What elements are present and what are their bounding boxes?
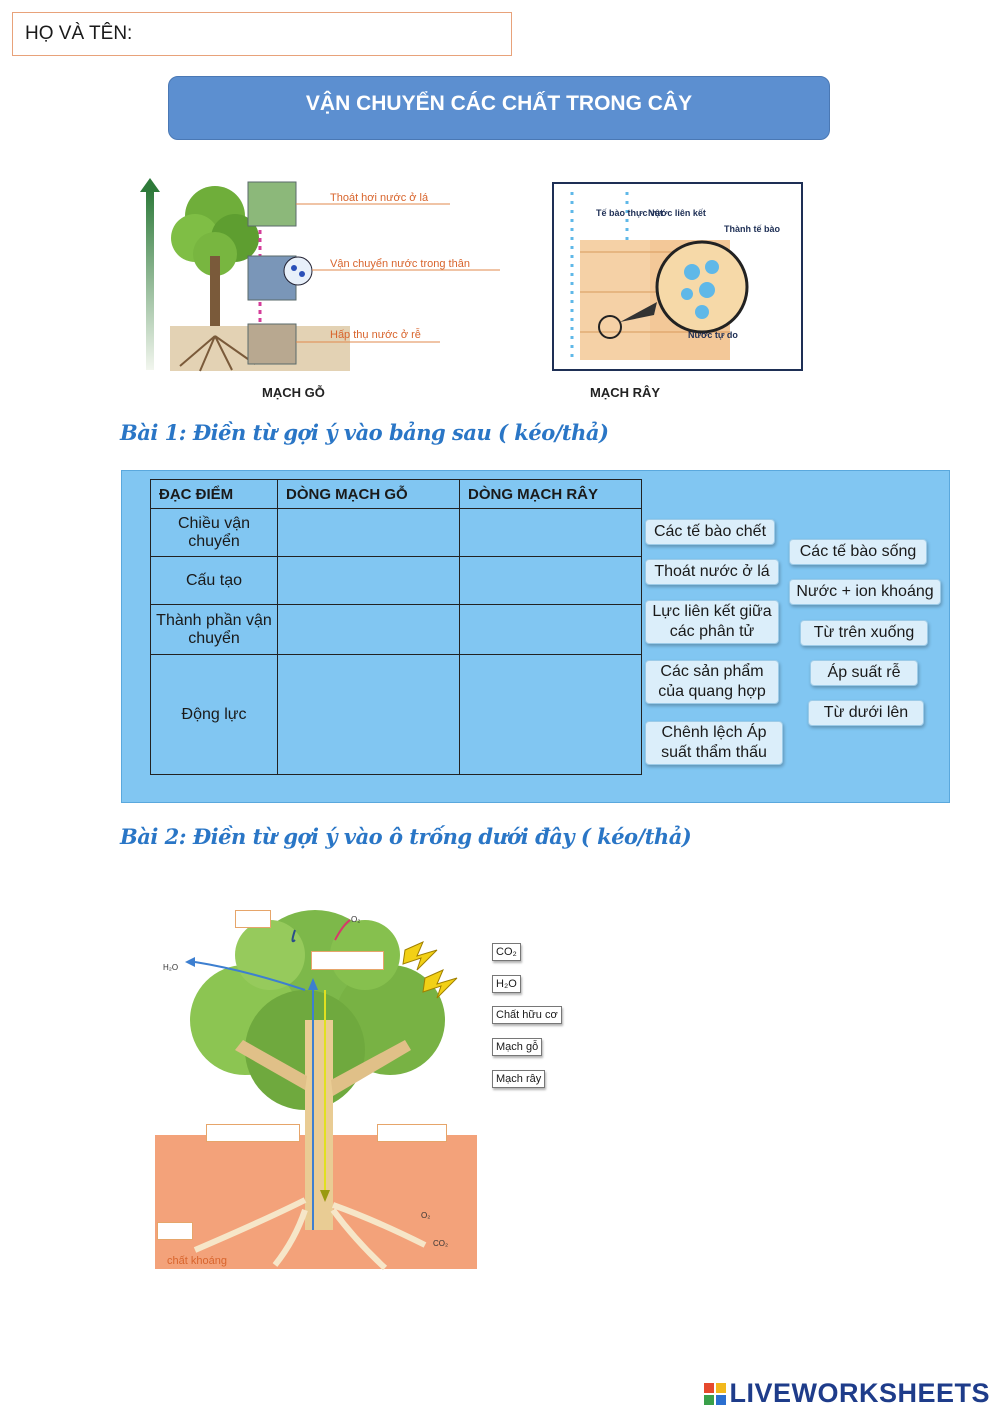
row-label: Động lực <box>151 655 278 775</box>
draggable-chip[interactable]: Các tế bào chết <box>645 519 775 545</box>
o2-root-label: O₂ <box>421 1211 431 1220</box>
draggable-chip[interactable]: Các tế bào sống <box>789 539 927 565</box>
hint-chip[interactable]: H₂O <box>492 975 521 993</box>
hint-chip[interactable]: Mạch rây <box>492 1070 545 1088</box>
draggable-chip[interactable]: Áp suất rễ <box>810 660 918 686</box>
exercise2-heading: Bài 2: Điền từ gợi ý vào ô trống dưới đây ( kéo/thả) <box>120 824 692 849</box>
drop-box[interactable] <box>235 910 271 928</box>
hint-chip[interactable]: Chất hữu cơ <box>492 1006 562 1024</box>
column-header: DÒNG MẠCH GỖ <box>278 480 460 509</box>
minerals-label: chất khoáng <box>167 1255 227 1267</box>
name-label: HỌ VÀ TÊN: <box>25 23 133 44</box>
co2-root-label: CO₂ <box>433 1239 449 1248</box>
phloem-figure <box>552 182 804 372</box>
logo-text: LIVEWORKSHEETS <box>729 1378 990 1408</box>
drop-zone[interactable] <box>460 655 642 775</box>
drop-box[interactable] <box>157 1222 193 1240</box>
phloem-caption: MẠCH RÂY <box>590 385 661 400</box>
row-label: Chiều vận chuyển <box>151 509 278 557</box>
drop-zone[interactable] <box>278 509 460 557</box>
drop-zone[interactable] <box>278 605 460 655</box>
xylem-label-stem: Vận chuyển nước trong thân <box>330 258 470 270</box>
draggable-chip[interactable]: Chênh lệch Áp suất thẩm thấu <box>645 721 783 765</box>
draggable-chip[interactable]: Lực liên kết giữa các phân tử <box>645 600 779 644</box>
draggable-chip[interactable]: Các sản phẩm của quang hợp <box>645 660 779 704</box>
drop-box[interactable] <box>311 951 384 970</box>
draggable-chip[interactable]: Từ trên xuống <box>800 620 928 646</box>
phloem-label-bound-water: Nước liên kết <box>648 208 706 218</box>
draggable-chip[interactable]: Thoát nước ở lá <box>645 559 779 585</box>
row-label: Cấu tạo <box>151 557 278 605</box>
draggable-chip[interactable]: Từ dưới lên <box>808 700 924 726</box>
student-name-field[interactable] <box>12 12 512 56</box>
phloem-label-free-water: Nước tự do <box>688 330 738 340</box>
drop-zone[interactable] <box>460 509 642 557</box>
drop-box[interactable] <box>377 1124 447 1142</box>
page-title: VẬN CHUYỂN CÁC CHẤT TRONG CÂY <box>168 76 830 140</box>
column-header: ĐẠC ĐIỂM <box>151 480 278 509</box>
phloem-label-cell: Tế bào thực vật <box>596 208 664 218</box>
drop-zone[interactable] <box>460 605 642 655</box>
drop-zone[interactable] <box>460 557 642 605</box>
drop-zone[interactable] <box>278 557 460 605</box>
drop-box[interactable] <box>206 1124 300 1142</box>
h2o-figure-label: H₂O <box>163 963 179 972</box>
logo-icon <box>704 1381 726 1403</box>
column-header: DÒNG MẠCH RÂY <box>460 480 642 509</box>
xylem-figure <box>140 176 510 376</box>
o2-figure-label: O₂ <box>351 915 361 924</box>
exercise1-table <box>150 479 642 775</box>
xylem-label-leaf: Thoát hơi nước ở lá <box>330 192 429 204</box>
drop-zone[interactable] <box>278 655 460 775</box>
hint-chip[interactable]: CO₂ <box>492 943 521 961</box>
draggable-chip[interactable]: Nước + ion khoáng <box>789 579 941 605</box>
hint-chip[interactable]: Mạch gỗ <box>492 1038 542 1056</box>
phloem-label-cell-wall: Thành tế bào <box>724 224 780 234</box>
exercise1-heading: Bài 1: Điền từ gợi ý vào bảng sau ( kéo/thả) <box>120 420 609 445</box>
row-label: Thành phần vận chuyển <box>151 605 278 655</box>
xylem-label-root: Hấp thụ nước ở rễ <box>330 329 421 341</box>
liveworksheets-logo <box>704 1378 990 1409</box>
xylem-caption: MẠCH GỖ <box>262 385 325 400</box>
